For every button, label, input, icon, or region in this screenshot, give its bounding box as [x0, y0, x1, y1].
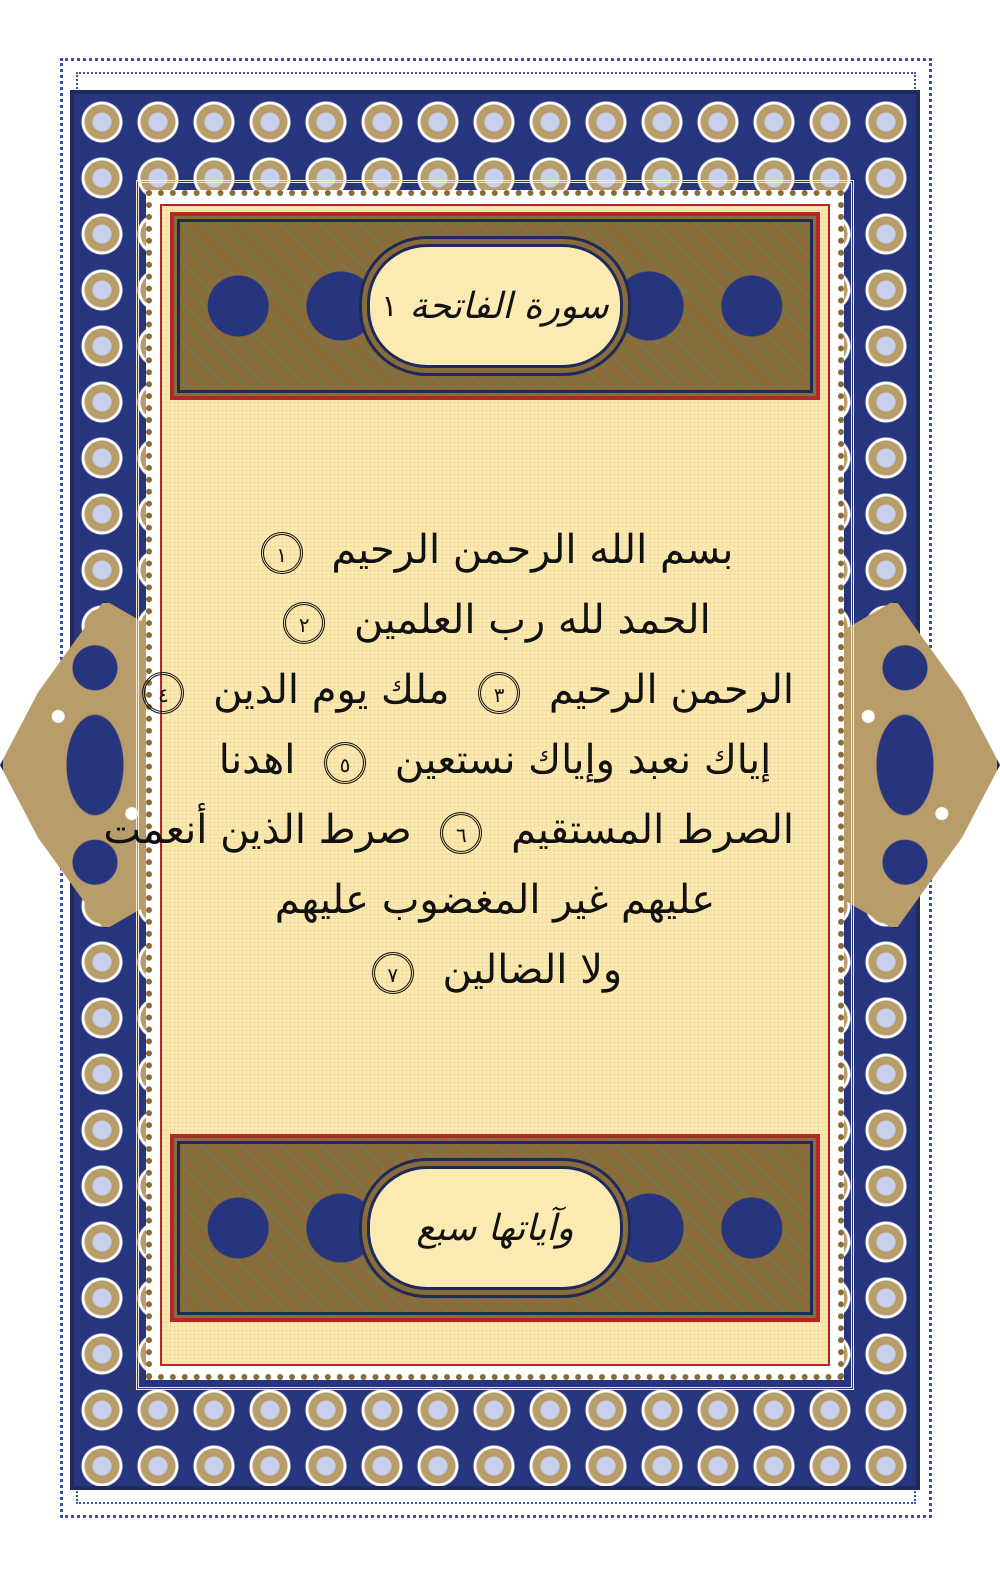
verse-line-2	[190, 585, 800, 655]
surah-title-cartouche	[367, 244, 623, 368]
verse-text: صرط الذين أنعمت	[103, 807, 412, 853]
ayah-marker: ٤	[142, 672, 184, 714]
verse-text: الرحمن الرحيم	[548, 667, 794, 713]
verse-text: الصرط المستقيم	[511, 807, 794, 853]
verse-line-7	[190, 935, 800, 1005]
verse-line-3	[158, 655, 800, 725]
header-panel	[170, 212, 820, 400]
verse-text: إياك نعبد وإياك نستعين	[394, 737, 772, 783]
ayah-marker: ٢	[283, 602, 325, 644]
footer-panel	[170, 1134, 820, 1322]
ayah-marker: ٥	[324, 742, 366, 784]
verse-line-4	[190, 725, 800, 795]
surah-title: سورة الفاتحة	[409, 285, 609, 327]
verse-text: اهدنا	[218, 737, 296, 783]
verse-text: ولا الضالين	[442, 947, 623, 993]
verse-text: بسم الله الرحمن الرحيم	[331, 527, 734, 573]
verses-block	[103, 515, 800, 1055]
verse-line-1	[190, 515, 800, 585]
surah-number: ١	[381, 288, 398, 324]
verse-count-cartouche	[367, 1166, 623, 1290]
verse-text: ملك يوم الدين	[213, 667, 450, 713]
verse-line-5	[103, 795, 800, 865]
verse-text: الحمد لله رب العلمين	[354, 597, 711, 643]
ayah-marker: ٧	[372, 952, 414, 994]
ayah-marker: ٣	[478, 672, 520, 714]
ayah-marker: ١	[261, 532, 303, 574]
ayah-marker: ٦	[440, 812, 482, 854]
verse-text: عليهم غير المغضوب عليهم	[274, 877, 716, 923]
verse-count-caption: وآياتها سبع	[416, 1207, 574, 1249]
verse-line-6	[190, 865, 800, 935]
